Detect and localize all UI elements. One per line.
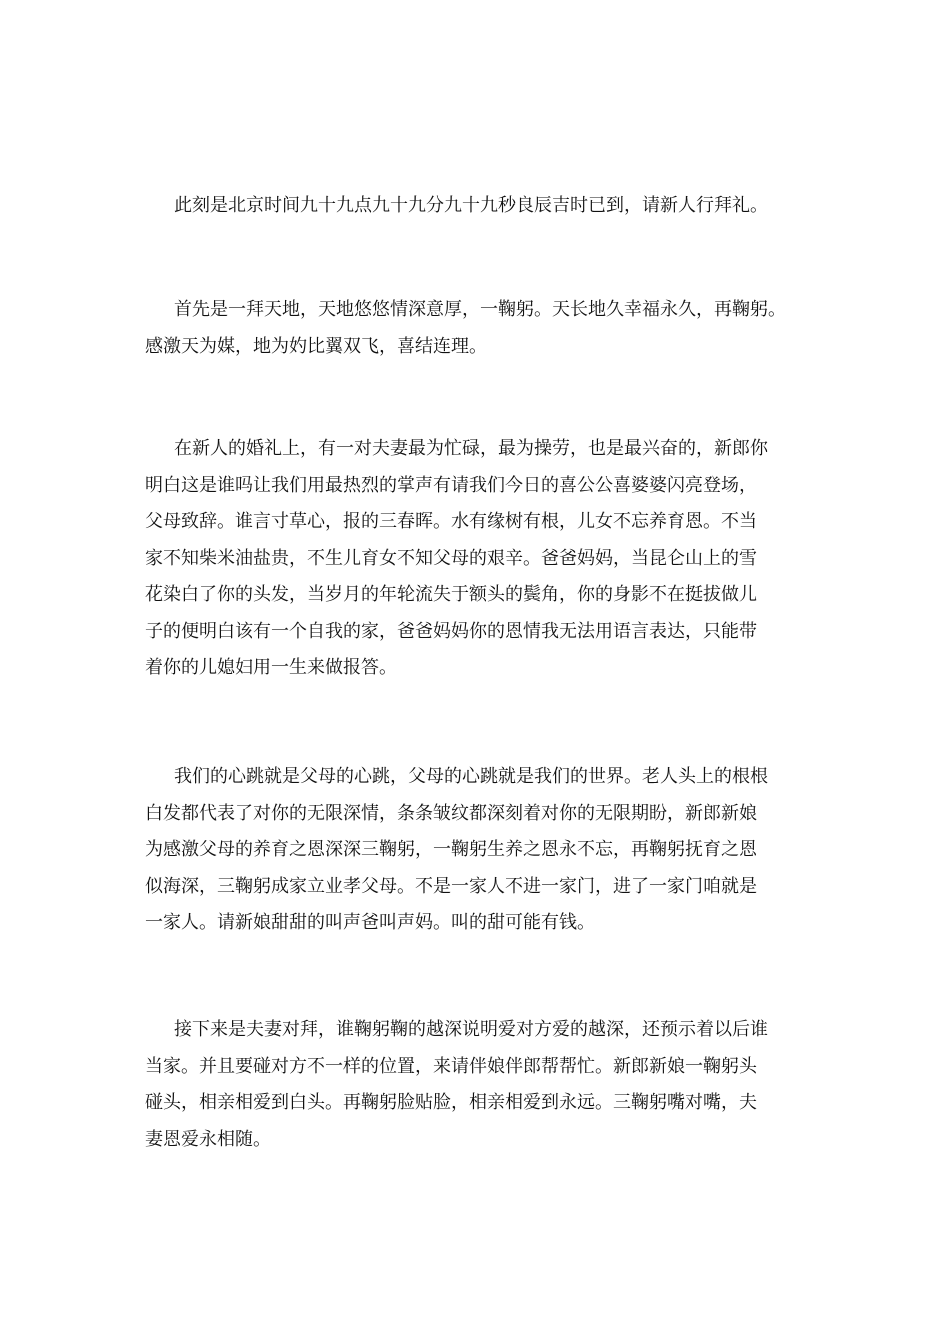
paragraph-5 bbox=[145, 1012, 815, 1158]
paragraph-line: 碰头，相亲相爱到白头。再鞠躬脸贴脸，相亲相爱到永远。三鞠躬嘴对嘴，夫 bbox=[145, 1092, 757, 1113]
paragraph-line: 首先是一拜天地，天地悠悠情深意厚，一鞠躬。天长地久幸福永久，再鞠躬。 bbox=[174, 299, 786, 320]
paragraph-line: 感激天为媒，地为妁比翼双飞，喜结连理。 bbox=[145, 335, 487, 357]
paragraph-1 bbox=[145, 188, 815, 225]
paragraph-line: 一家人。请新娘甜甜的叫声爸叫声妈。叫的甜可能有钱。 bbox=[145, 912, 595, 933]
paragraph-line: 当家。并且要碰对方不一样的位置，来请伴娘伴郎帮帮忙。新郎新娘一鞠躬头 bbox=[145, 1055, 757, 1077]
paragraph-line: 似海深，三鞠躬成家立业孝父母。不是一家人不进一家门，进了一家门咱就是 bbox=[145, 875, 757, 897]
paragraph-line: 父母致辞。谁言寸草心，报的三春晖。水有缘树有根，儿女不忘养育恩。不当 bbox=[145, 511, 757, 532]
paragraph-line: 着你的儿媳妇用一生来做报答。 bbox=[145, 657, 397, 678]
paragraph-line: 明白这是谁吗让我们用最热烈的掌声有请我们今日的喜公公喜婆婆闪亮登场， bbox=[145, 474, 757, 496]
paragraph-line: 白发都代表了对你的无限深情，条条皱纹都深刻着对你的无限期盼，新郎新娘 bbox=[145, 802, 757, 824]
paragraph-2 bbox=[145, 292, 815, 365]
paragraph-4 bbox=[145, 759, 815, 942]
paragraph-line: 家不知柴米油盐贵，不生儿育女不知父母的艰辛。爸爸妈妈，当昆仑山上的雪 bbox=[145, 547, 757, 569]
paragraph-line: 为感激父母的养育之恩深深三鞠躬，一鞠躬生养之恩永不忘，再鞠躬抚育之恩 bbox=[145, 839, 757, 860]
paragraph-line: 此刻是北京时间九十九点九十九分九十九秒良辰吉时已到，请新人行拜礼。 bbox=[174, 195, 768, 216]
paragraph-line: 在新人的婚礼上，有一对夫妻最为忙碌，最为操劳，也是最兴奋的，新郎你 bbox=[174, 438, 768, 459]
paragraph-line: 接下来是夫妻对拜，谁鞠躬鞠的越深说明爱对方爱的越深，还预示着以后谁 bbox=[174, 1019, 768, 1040]
paragraph-line: 妻恩爱永相随。 bbox=[145, 1128, 271, 1150]
paragraph-3 bbox=[145, 431, 815, 687]
paragraph-line: 花染白了你的头发，当岁月的年轮流失于额头的鬓角，你的身影不在挺拔做儿 bbox=[145, 584, 757, 605]
paragraph-line: 子的便明白该有一个自我的家，爸爸妈妈你的恩情我无法用语言表达，只能带 bbox=[145, 620, 757, 642]
paragraph-line: 我们的心跳就是父母的心跳，父母的心跳就是我们的世界。老人头上的根根 bbox=[174, 766, 768, 787]
